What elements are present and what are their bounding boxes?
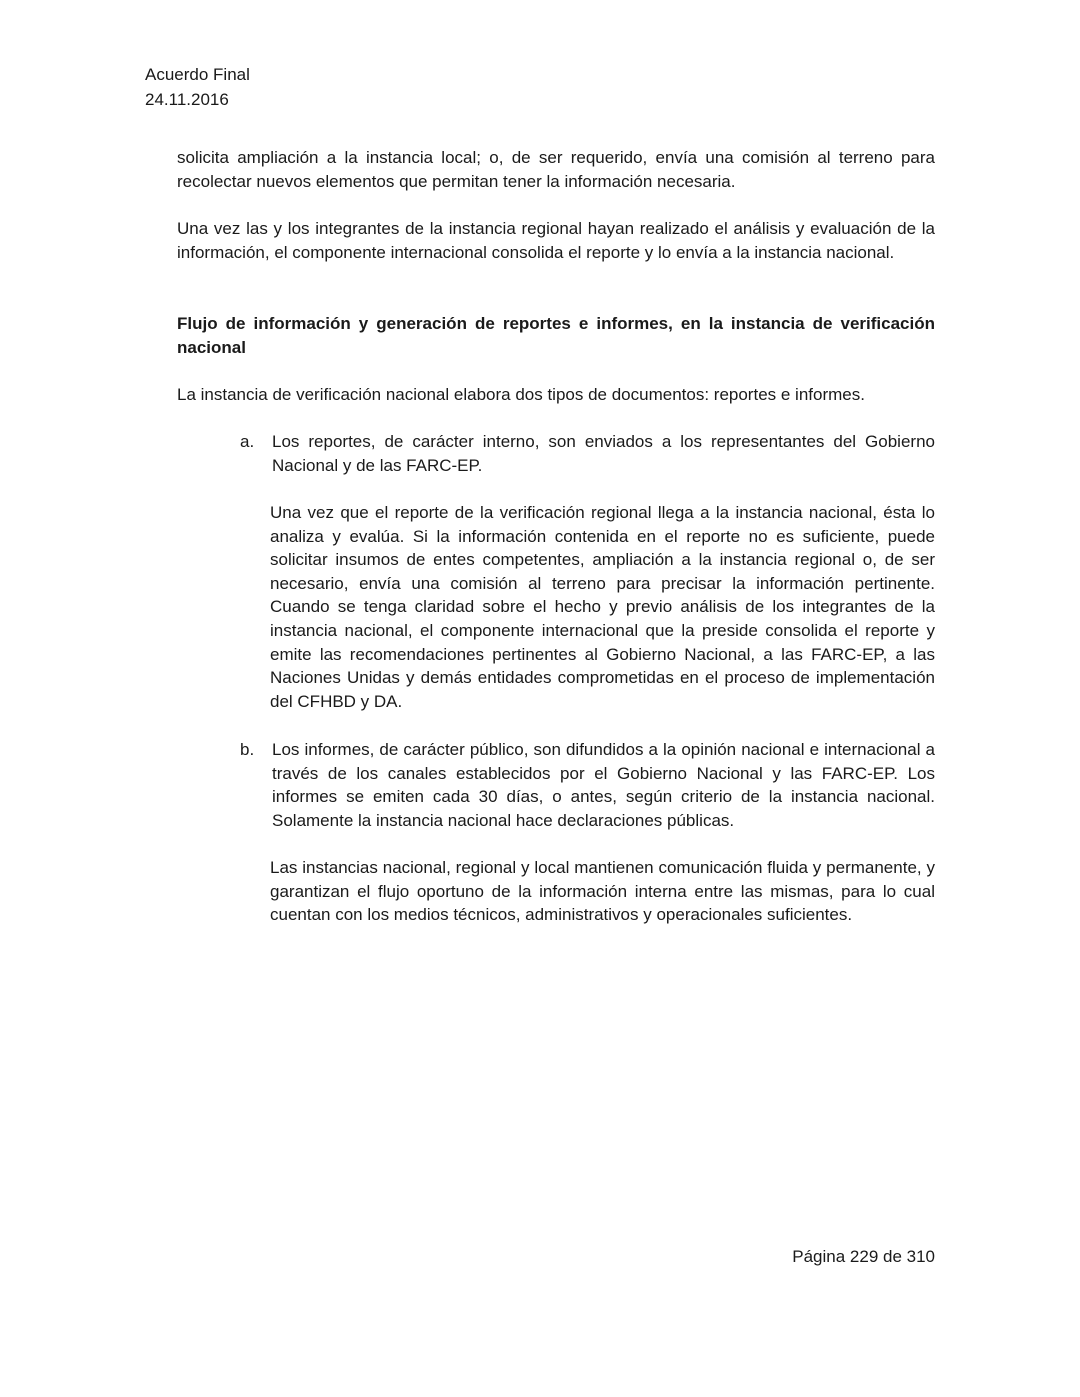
paragraph-text: Una vez las y los integrantes de la instancia regional hayan realizado el análisis y evaluación de la información, el componente internacional consolida el reporte y lo envía a la instancia nacional. (177, 219, 935, 262)
paragraph (177, 217, 935, 264)
list-item (240, 738, 935, 832)
paragraph (177, 383, 935, 407)
document-title: Acuerdo Final (145, 65, 250, 84)
page-number: Página 229 de 310 (792, 1247, 935, 1266)
list-marker: a. (240, 432, 255, 451)
list-item-text: Los informes, de carácter público, son difundidos a la opinión nacional e internacional a través de los canales establecidos por el Gobierno Nacional y las FARC-EP. Los informes se emiten cada 30 días, o antes, según criterio de la instancia nacional. Solamente la instancia nacional hace declaraciones públicas. (272, 740, 935, 830)
document-date: 24.11.2016 (145, 90, 229, 109)
paragraph (177, 146, 935, 193)
section-heading (177, 312, 935, 359)
list-item (240, 430, 935, 477)
page-header (145, 62, 250, 112)
list-item-paragraph: Las instancias nacional, regional y local mantienen comunicación fluida y permanente, y garantizan el flujo oportuno de la información interna entre las mismas, para lo cual cuentan con los medios técnicos, administrativos y operacionales suficientes. (270, 858, 935, 925)
list-item-text: Los reportes, de carácter interno, son enviados a los representantes del Gobierno Nacional y de las FARC-EP. (272, 432, 935, 475)
list-item-paragraph: Una vez que el reporte de la verificación regional llega a la instancia nacional, ésta lo analiza y evalúa. Si la información contenida en el reporte no es suficiente, puede solicitar insumos de entes competentes, ampliación a la instancia regional o, de ser necesario, envía una comisión al terreno para precisar la información pertinente. Cuando se tenga claridad sobre el hecho y previo análisis de los integrantes de la instancia nacional, el componente internacional que la preside consolida el reporte y emite las recomendaciones pertinentes al Gobierno Nacional, a las FARC-EP, a las Naciones Unidas y demás entidades comprometidas en el proceso de implementación del CFHBD y DA. (270, 503, 935, 711)
paragraph-text: La instancia de verificación nacional elabora dos tipos de documentos: reportes e informes. (177, 385, 865, 404)
section-heading-text: Flujo de información y generación de reportes e informes, en la instancia de verificación nacional (177, 314, 935, 357)
list-marker: b. (240, 740, 255, 759)
paragraph-text: solicita ampliación a la instancia local; o, de ser requerido, envía una comisión al terreno para recolectar nuevos elementos que permitan tener la información necesaria. (177, 148, 935, 191)
